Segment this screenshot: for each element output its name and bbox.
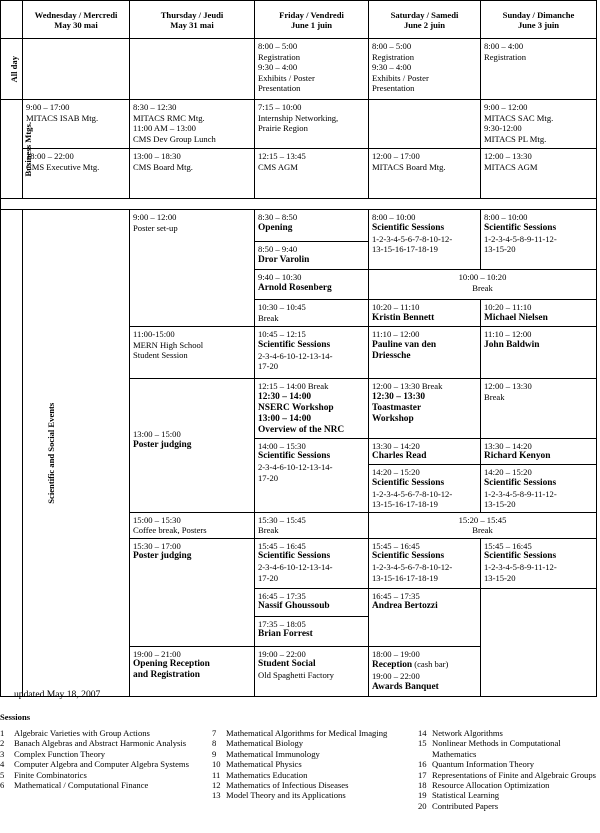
updated-note: updated May 18, 2007 [14, 689, 101, 700]
thu-poster-judging-2: 15:30 – 17:00 Poster judging [130, 538, 255, 646]
business2-thu: 13:00 – 18:30 CMS Board Mtg. [130, 149, 255, 199]
header-friday: Friday / Vendredi June 1 juin [255, 1, 369, 39]
session-item [418, 738, 598, 759]
fri-brian-forrest: 17:35 – 18:05 Brian Forrest [255, 616, 369, 646]
allday-thu [130, 39, 255, 100]
session-title: Algebraic Varieties with Group Actions [14, 728, 150, 738]
session-title: Mathematical Immunology [226, 748, 320, 759]
fri-opening: 8:30 – 8:50 Opening [255, 210, 369, 242]
session-number: 17 [418, 769, 427, 780]
sun-john-baldwin: 11:10 – 12:00 John Baldwin [481, 327, 597, 379]
session-title: Representations of Finite and Algebraic Groups [432, 769, 596, 780]
session-number: 3 [0, 748, 5, 759]
fri-nserc-workshop: 12:15 – 14:00 Break 12:30 – 14:00 NSERC Workshop 13:00 – 14:00 Overview of the NRC [255, 379, 369, 439]
business2-wed: 18:00 – 22:00 CMS Executive Mtg. [23, 149, 130, 199]
header-thursday: Thursday / Jeudi May 31 mai [130, 1, 255, 39]
session-number: 10 [212, 759, 221, 770]
row-label-allday: All day [1, 39, 23, 100]
sun-sci-session-1: 8:00 – 10:00 Scientific Sessions 1-2-3-4-5-8-9-11-12- 13-15-20 [481, 210, 597, 270]
session-number: 2 [0, 738, 5, 749]
fri-break-1: 10:30 – 10:45 Break [255, 300, 369, 327]
session-number: 14 [418, 728, 427, 738]
session-number: 12 [212, 780, 221, 791]
fri-sci-session-1: 10:45 – 12:15 Scientific Sessions 2-3-4-6-10-12-13-14- 17-20 [255, 327, 369, 379]
sat-sci-session-2: 14:20 – 15:20 Scientific Sessions 1-2-3-4-5-6-7-8-10-12- 13-15-16-17-18-19 [369, 465, 481, 513]
sat-toastmaster-workshop: 12:00 – 13:30 Break 12:30 – 13:30 Toastmaster Workshop [369, 379, 481, 439]
business2-sat: 12:00 – 17:00 MITACS Board Mtg. [369, 149, 481, 199]
session-title: Resource Allocation Optimization [432, 780, 550, 791]
session-title: Complex Function Theory [14, 748, 106, 759]
thu-mern-session: 11:00-15:00 MERN High School Student Session [130, 327, 255, 379]
session-number: 20 [418, 800, 427, 811]
sun-michael-nielsen: 10:20 – 11:10 Michael Nielsen [481, 300, 597, 327]
session-title: Mathematics of Infectious Diseases [226, 780, 349, 791]
satsun-break-1: 10:00 – 10:20 Break [369, 270, 597, 300]
header-wednesday: Wednesday / Mercredi May 30 mai [23, 1, 130, 39]
session-item [0, 749, 196, 759]
session-item [212, 738, 408, 748]
gap-row [1, 199, 597, 210]
business2-fri: 12:15 – 13:45 CMS AGM [255, 149, 369, 199]
sun-richard-kenyon: 13:30 – 14:20 Richard Kenyon [481, 438, 597, 465]
sessions-column-2 [212, 728, 408, 801]
fri-sci-session-3: 15:45 – 16:45 Scientific Sessions 2-3-4-6-10-12-13-14- 17-20 [255, 538, 369, 588]
thu-opening-reception: 19:00 – 21:00 Opening Reception and Registration [130, 646, 255, 696]
session-item [212, 770, 408, 780]
business1-fri: 7:15 – 10:00 Internship Networking, Prairie Region [255, 100, 369, 149]
sun-sci-session-3: 15:45 – 16:45 Scientific Sessions 1-2-3-4-5-8-9-11-12- 13-15-20 [481, 538, 597, 588]
business-row-2 [1, 149, 597, 199]
session-title: Banach Algebras and Abstract Harmonic Analysis [14, 738, 187, 749]
allday-sun: 8:00 – 4:00 Registration [481, 39, 597, 100]
session-item [0, 759, 196, 769]
session-item [212, 749, 408, 759]
business1-sat [369, 100, 481, 149]
header-saturday: Saturday / Samedi June 2 juin [369, 1, 481, 39]
session-title: Statistical Learning [432, 790, 500, 801]
sat-reception-banquet: 18:00 – 19:00 Reception (cash bar) 19:00 – 22:00 Awards Banquet [369, 646, 481, 696]
session-number: 13 [212, 790, 221, 801]
fri-nassif-ghoussoub: 16:45 – 17:35 Nassif Ghoussoub [255, 588, 369, 616]
fri-student-social: 19:00 – 22:00 Student Social Old Spaghetti Factory [255, 646, 369, 696]
row-label-business: Business Mtgs. [1, 100, 23, 199]
session-number: 11 [212, 769, 221, 780]
session-number: 18 [418, 780, 427, 791]
session-title: Network Algorithms [432, 728, 503, 738]
session-item [418, 759, 598, 769]
session-title: Mathematical Physics [226, 759, 302, 770]
sun-empty [481, 588, 597, 696]
thu-poster-judging-1: 13:00 – 15:00 Poster judging [130, 379, 255, 513]
sat-pauline-van-den-driessche: 11:10 – 12:00 Pauline van den Driessche [369, 327, 481, 379]
session-item [0, 780, 196, 790]
business1-thu: 8:30 – 12:30 MITACS RMC Mtg. 11:00 AM – 13:00 CMS Dev Group Lunch [130, 100, 255, 149]
fri-sci-session-2: 14:00 – 15:30 Scientific Sessions 2-3-4-6-10-12-13-14- 17-20 [255, 438, 369, 512]
session-number: 4 [0, 759, 5, 770]
satsun-break-2: 15:20 – 15:45 Break [369, 512, 597, 538]
sat-charles-read: 13:30 – 14:20 Charles Read [369, 438, 481, 465]
session-number: 7 [212, 728, 217, 738]
business-row-1 [1, 100, 597, 149]
business1-sun: 9:00 – 12:00 MITACS SAC Mtg. 9:30-12:00 MITACS PL Mtg. [481, 100, 597, 149]
session-number: 8 [212, 738, 217, 749]
session-item [418, 780, 598, 790]
session-number: 9 [212, 748, 217, 759]
sun-sci-session-2: 14:20 – 15:20 Scientific Sessions 1-2-3-4-5-8-9-11-12- 13-15-20 [481, 465, 597, 513]
session-number: 1 [0, 728, 5, 738]
allday-row [1, 39, 597, 100]
sessions-column-1 [0, 728, 196, 790]
business2-sun: 12:00 – 13:30 MITACS AGM [481, 149, 597, 199]
session-number: 19 [418, 790, 427, 801]
session-title: Mathematics Education [226, 769, 308, 780]
allday-fri: 8:00 – 5:00 Registration 9:30 – 4:00 Exhibits / Poster Presentation [255, 39, 369, 100]
session-title: Mathematical Algorithms for Medical Imaging [226, 728, 388, 738]
session-item [0, 728, 196, 738]
session-title: Mathematical / Computational Finance [14, 780, 149, 791]
session-item [418, 770, 598, 780]
session-number: 16 [418, 759, 427, 770]
session-title: Model Theory and its Applications [226, 790, 346, 801]
fri-dror-varolin: 8:50 – 9:40 Dror Varolin [255, 242, 369, 270]
sat-andrea-bertozzi: 16:45 – 17:35 Andrea Bertozzi [369, 588, 481, 646]
session-title: Computer Algebra and Computer Algebra Systems [14, 759, 189, 770]
session-title: Mathematical Biology [226, 738, 304, 749]
session-number: 5 [0, 769, 5, 780]
session-title: Quantum Information Theory [432, 759, 534, 770]
session-item [418, 801, 598, 811]
thu-poster-setup: 9:00 – 12:00 Poster set-up [130, 210, 255, 327]
sat-sci-session-3: 15:45 – 16:45 Scientific Sessions 1-2-3-4-5-6-7-8-10-12- 13-15-16-17-18-19 [369, 538, 481, 588]
fri-break-2: 15:30 – 15:45 Break [255, 512, 369, 538]
sci-row [1, 210, 597, 242]
allday-wed [23, 39, 130, 100]
header-row [1, 1, 597, 39]
sci-wed-empty [23, 210, 130, 697]
session-title: Nonlinear Methods in Computational Mathematics [432, 738, 561, 759]
session-title: Finite Combinatorics [14, 769, 87, 780]
session-item [0, 770, 196, 780]
sat-kristin-bennett: 10:20 – 11:10 Kristin Bennett [369, 300, 481, 327]
session-item [212, 780, 408, 790]
sat-sci-session-1: 8:00 – 10:00 Scientific Sessions 1-2-3-4-5-6-7-8-10-12- 13-15-16-17-18-19 [369, 210, 481, 270]
session-item [212, 728, 408, 738]
session-number: 15 [418, 738, 427, 749]
header-sunday: Sunday / Dimanche June 3 juin [481, 1, 597, 39]
session-title: Contributed Papers [432, 800, 499, 811]
corner-cell [1, 1, 23, 39]
sun-lunch-break: 12:00 – 13:30 Break [481, 379, 597, 439]
sessions-title: Sessions [0, 712, 31, 722]
fri-arnold-rosenberg: 9:40 – 10:30 Arnold Rosenberg [255, 270, 369, 300]
sessions-column-3 [418, 728, 598, 811]
session-item [212, 790, 408, 800]
row-label-scientific: Scientific and Social Events [1, 210, 23, 697]
thu-coffee-break: 15:00 – 15:30 Coffee break, Posters [130, 512, 255, 538]
session-item [418, 790, 598, 800]
allday-sat: 8:00 – 5:00 Registration 9:30 – 4:00 Exhibits / Poster Presentation [369, 39, 481, 100]
session-number: 6 [0, 780, 5, 791]
business1-wed: 9:00 – 17:00 MITACS ISAB Mtg. [23, 100, 130, 149]
session-item [418, 728, 598, 738]
session-item [212, 759, 408, 769]
session-item [0, 738, 196, 748]
